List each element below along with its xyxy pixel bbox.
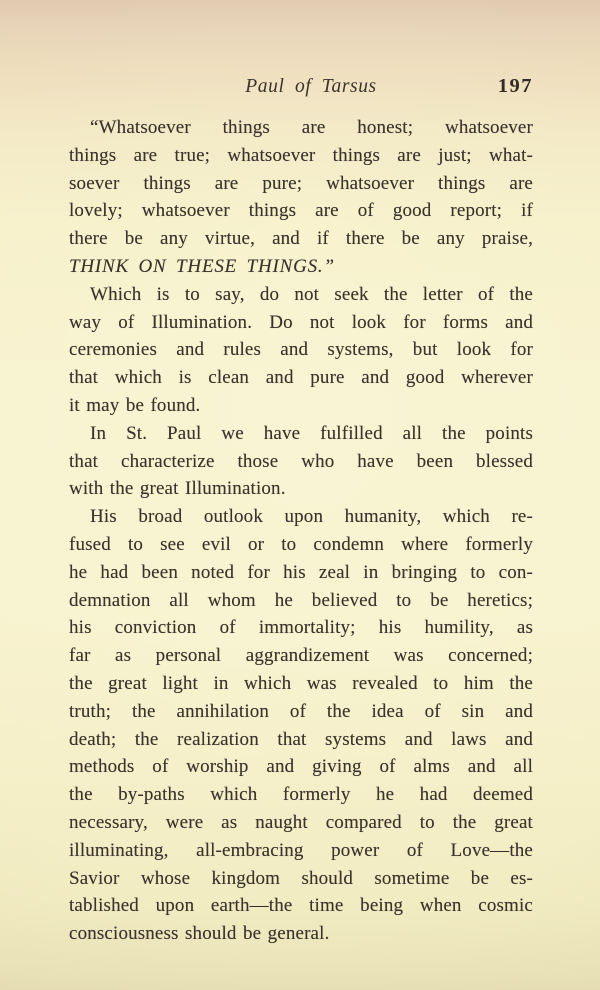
text-line: the great light in which was revealed to him the — [69, 672, 533, 694]
text-line: with the great Illumination. — [69, 478, 286, 500]
text-line: he had been noted for his zeal in bringing to con- — [69, 561, 533, 583]
running-head-title: Paul of Tarsus — [245, 76, 377, 97]
text-line: His broad outlook upon humanity, which re- — [90, 506, 533, 528]
text-line: lovely; whatsoever things are of good report; if — [69, 200, 533, 222]
text-line: truth; the annihilation of the idea of sin and — [69, 700, 533, 722]
text-line-italic-quote: THINK ON THESE THINGS.” — [69, 255, 335, 277]
page-header — [69, 76, 533, 102]
text-line: the by-paths which formerly he had deemed — [69, 784, 533, 806]
text-line: consciousness should be general. — [69, 923, 330, 945]
text-line: soever things are pure; whatsoever things are — [69, 172, 533, 194]
text-line: it may be found. — [69, 394, 201, 416]
text-line: ceremonies and rules and systems, but look for — [69, 339, 533, 361]
text-line: way of Illumination. Do not look for forms and — [69, 311, 533, 333]
text-line: illuminating, all-embracing power of Love—the — [69, 839, 533, 861]
text-line: things are true; whatsoever things are just; what- — [69, 144, 533, 166]
text-line: “Whatsoever things are honest; whatsoever — [90, 117, 533, 138]
text-line: tablished upon earth—the time being when cosmic — [69, 895, 533, 917]
text-line: Which is to say, do not seek the letter of the — [90, 283, 533, 305]
text-line: that characterize those who have been blessed — [69, 450, 533, 472]
text-line: methods of worship and giving of alms and all — [69, 756, 533, 778]
text-line: death; the realization that systems and laws and — [69, 728, 533, 750]
text-line: that which is clean and pure and good wherever — [69, 367, 533, 389]
text-line: there be any virtue, and if there be any praise, — [69, 228, 533, 250]
body-text — [69, 114, 533, 948]
text-line: necessary, were as naught compared to the great — [69, 811, 533, 833]
text-line: demnation all whom he believed to be heretics; — [69, 589, 533, 611]
text-line: In St. Paul we have fulfilled all the points — [90, 422, 533, 444]
page-number: 197 — [497, 75, 533, 97]
text-line: fused to see evil or to condemn where formerly — [69, 533, 533, 555]
text-line: far as personal aggrandizement was concerned; — [69, 645, 533, 667]
text-line: his conviction of immortality; his humility, as — [69, 617, 533, 639]
text-line: Savior whose kingdom should sometime be es- — [69, 867, 533, 889]
